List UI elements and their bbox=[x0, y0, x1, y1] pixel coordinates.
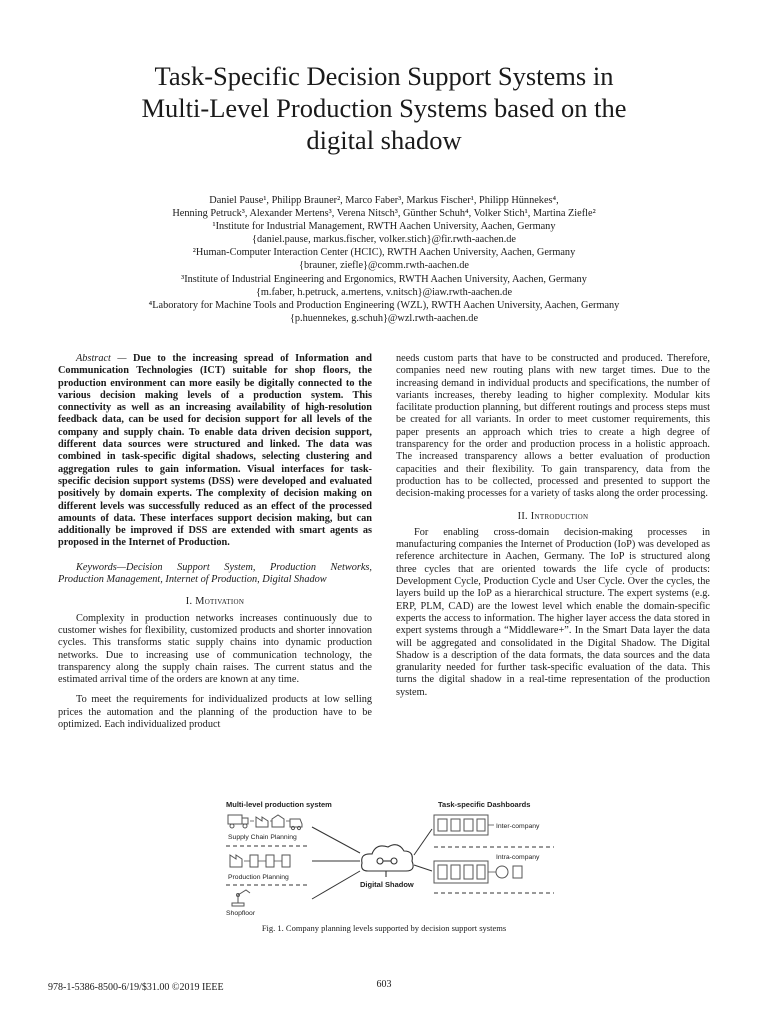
level-shopfloor-label: Shopfloor bbox=[226, 910, 256, 917]
title-line: Task-Specific Decision Support Systems in bbox=[154, 61, 614, 91]
email-line: {daniel.pause, markus.fischer, volker.stich}@fir.rwth-aachen.de bbox=[252, 234, 516, 246]
paragraph: For enabling cross-domain decision-making processes in manufacturing companies the Internet of Production (IoP) was developed as reference architecture in Aachen, Germany. The IoP is structured along three cycles that are oriented towards the life cycle of products: Development Cycle, Production Cycle and User Cycle. Over the cycles, the layers build up the IoP as a hierarchical structure. The expert systems (e.g. ERP, PLM, CAD) are the lowest level which enable the domain-specific experts the access to information. The higher layer access the data stored in expert systems through a “Middleware+”. In the Smart Data layer the data will be aggregated and consolidated in the Digital Shadow. The Digital Shadow is a description of the data formats, the data sources and the data granularity needed for further task-specific evaluation of the data. This turns the digital shadow in a real-time representation of the production system. bbox=[396, 526, 710, 698]
author-line: Daniel Pause¹, Philipp Brauner², Marco Faber³, Markus Fischer¹, Philipp Hünnekes⁴, bbox=[209, 195, 559, 206]
truck-icon bbox=[228, 815, 248, 828]
cloud-icon bbox=[362, 845, 414, 877]
paragraph: To meet the requirements for individualized products at low selling prices the automation and the planning of the production have to be optimized. Each individualized product bbox=[58, 694, 372, 731]
paragraph: Complexity in production networks increases continuously due to customer wishes for flexibility, customized products and shorter innovation cycles. This transforms static supply chains into dynamic production networks. Due to increasing use of communication technology, the transparency along the supply chain raises. The current status and the estimated arrival time of the orders are known at any time. bbox=[58, 612, 372, 686]
page-number: 603 bbox=[376, 979, 392, 990]
dashboard-intra-icon bbox=[434, 861, 522, 883]
left-column bbox=[58, 353, 372, 731]
paragraph: needs custom parts that have to be constructed and produced. Therefore, companies need new routing plans with new target times. Due to the increasing demand in individual products and specifications, the number of variants increases, thereby leading to higher complexity. Modular kits facilitate production planning, but different routings and process steps must be created for all variants. In order to meet customer requirements, this paper presents an approach which tries to create a high degree of transparency for the order and production process in a holistic approach. The increased transparency allows a better evaluation of production capacities and their flexibility. To gain transparency, data from the production has to be collected, processed and presented to support the decision-making processes for a variety of tasks along the order processing. bbox=[396, 353, 710, 500]
paper-title bbox=[60, 60, 708, 156]
figure-1 bbox=[210, 799, 558, 917]
section-heading-introduction: II. Introduction bbox=[517, 510, 589, 522]
affiliation-line: ²Human-Computer Interaction Center (HCIC), RWTH Aachen University, Aachen, Germany bbox=[192, 247, 576, 259]
intra-company-label: Intra-company bbox=[496, 854, 540, 861]
figure-diagram bbox=[210, 799, 558, 917]
email-line: {m.faber, h.petruck, a.mertens, v.nitsch}@iaw.rwth-aachen.de bbox=[255, 286, 513, 298]
abstract-lead: Abstract — bbox=[76, 353, 134, 364]
dashboard-inter-icon bbox=[434, 815, 488, 835]
abstract bbox=[58, 353, 372, 550]
figure-right-heading: Task-specific Dashboards bbox=[438, 800, 531, 809]
title-line: Multi-Level Production Systems based on the bbox=[141, 93, 627, 123]
right-column bbox=[396, 353, 710, 699]
affiliation-line: ³Institute of Industrial Engineering and Ergonomics, RWTH Aachen University, Aachen, Germany bbox=[181, 273, 587, 285]
figure-left-heading: Multi-level production system bbox=[226, 800, 332, 809]
level-production-planning-label: Production Planning bbox=[228, 874, 289, 881]
author-block bbox=[30, 194, 738, 325]
keywords: Keywords—Decision Support System, Production Networks, Production Management, Internet of Production, Digital Shadow bbox=[58, 561, 372, 586]
affiliation-line: ¹Institute for Industrial Management, RWTH Aachen University, Aachen, Germany bbox=[212, 221, 556, 233]
title-line: digital shadow bbox=[306, 125, 462, 155]
robot-arm-icon bbox=[232, 890, 250, 906]
figure-caption: Fig. 1. Company planning levels supported by decision support systems bbox=[261, 923, 507, 933]
inter-company-label: Inter-company bbox=[496, 823, 540, 830]
factory-icon bbox=[256, 815, 302, 830]
email-line: {brauner, ziefle}@comm.rwth-aachen.de bbox=[299, 260, 469, 272]
author-line: Henning Petruck³, Alexander Mertens³, Verena Nitsch³, Günther Schuh⁴, Volker Stich¹, Martina Ziefle² bbox=[172, 208, 596, 220]
level-supply-chain-label: Supply Chain Planning bbox=[228, 834, 297, 841]
digital-shadow-label: Digital Shadow bbox=[360, 880, 414, 889]
isbn-footer: 978-1-5386-8500-6/19/$31.00 ©2019 IEEE bbox=[48, 982, 224, 993]
section-heading-motivation: I. Motivation bbox=[185, 596, 245, 608]
email-line: {p.huennekes, g.schuh}@wzl.rwth-aachen.de bbox=[289, 312, 479, 324]
affiliation-line: ⁴Laboratory for Machine Tools and Production Engineering (WZL), RWTH Aachen University, Aachen, Germany bbox=[148, 299, 620, 311]
abstract-body: Due to the increasing spread of Information and Communication Technologies (ICT) suitable for shop floors, the production environment can more easily be digitally connected to the various decision making levels of a production system. This connectivity as well as an increasing availability of high-resolution feedback data, can be used for decision support for all levels of the company and supply chain. To enable data driven decision support, different data sources were structured and linked. The data was combined in task-specific digital shadows, selecting clustering and aggregation rules to gain information. Visual interfaces for task-specific decision support systems (DSS) were developed and evaluated positively by domain experts. The complexity of decision making on different levels was successfully reduced as an effect of the processed amounts of data. These interfaces support decision making, but can additionally be improved if DSS are extended with smart agents as proposed in the Internet of Production. bbox=[58, 353, 372, 549]
